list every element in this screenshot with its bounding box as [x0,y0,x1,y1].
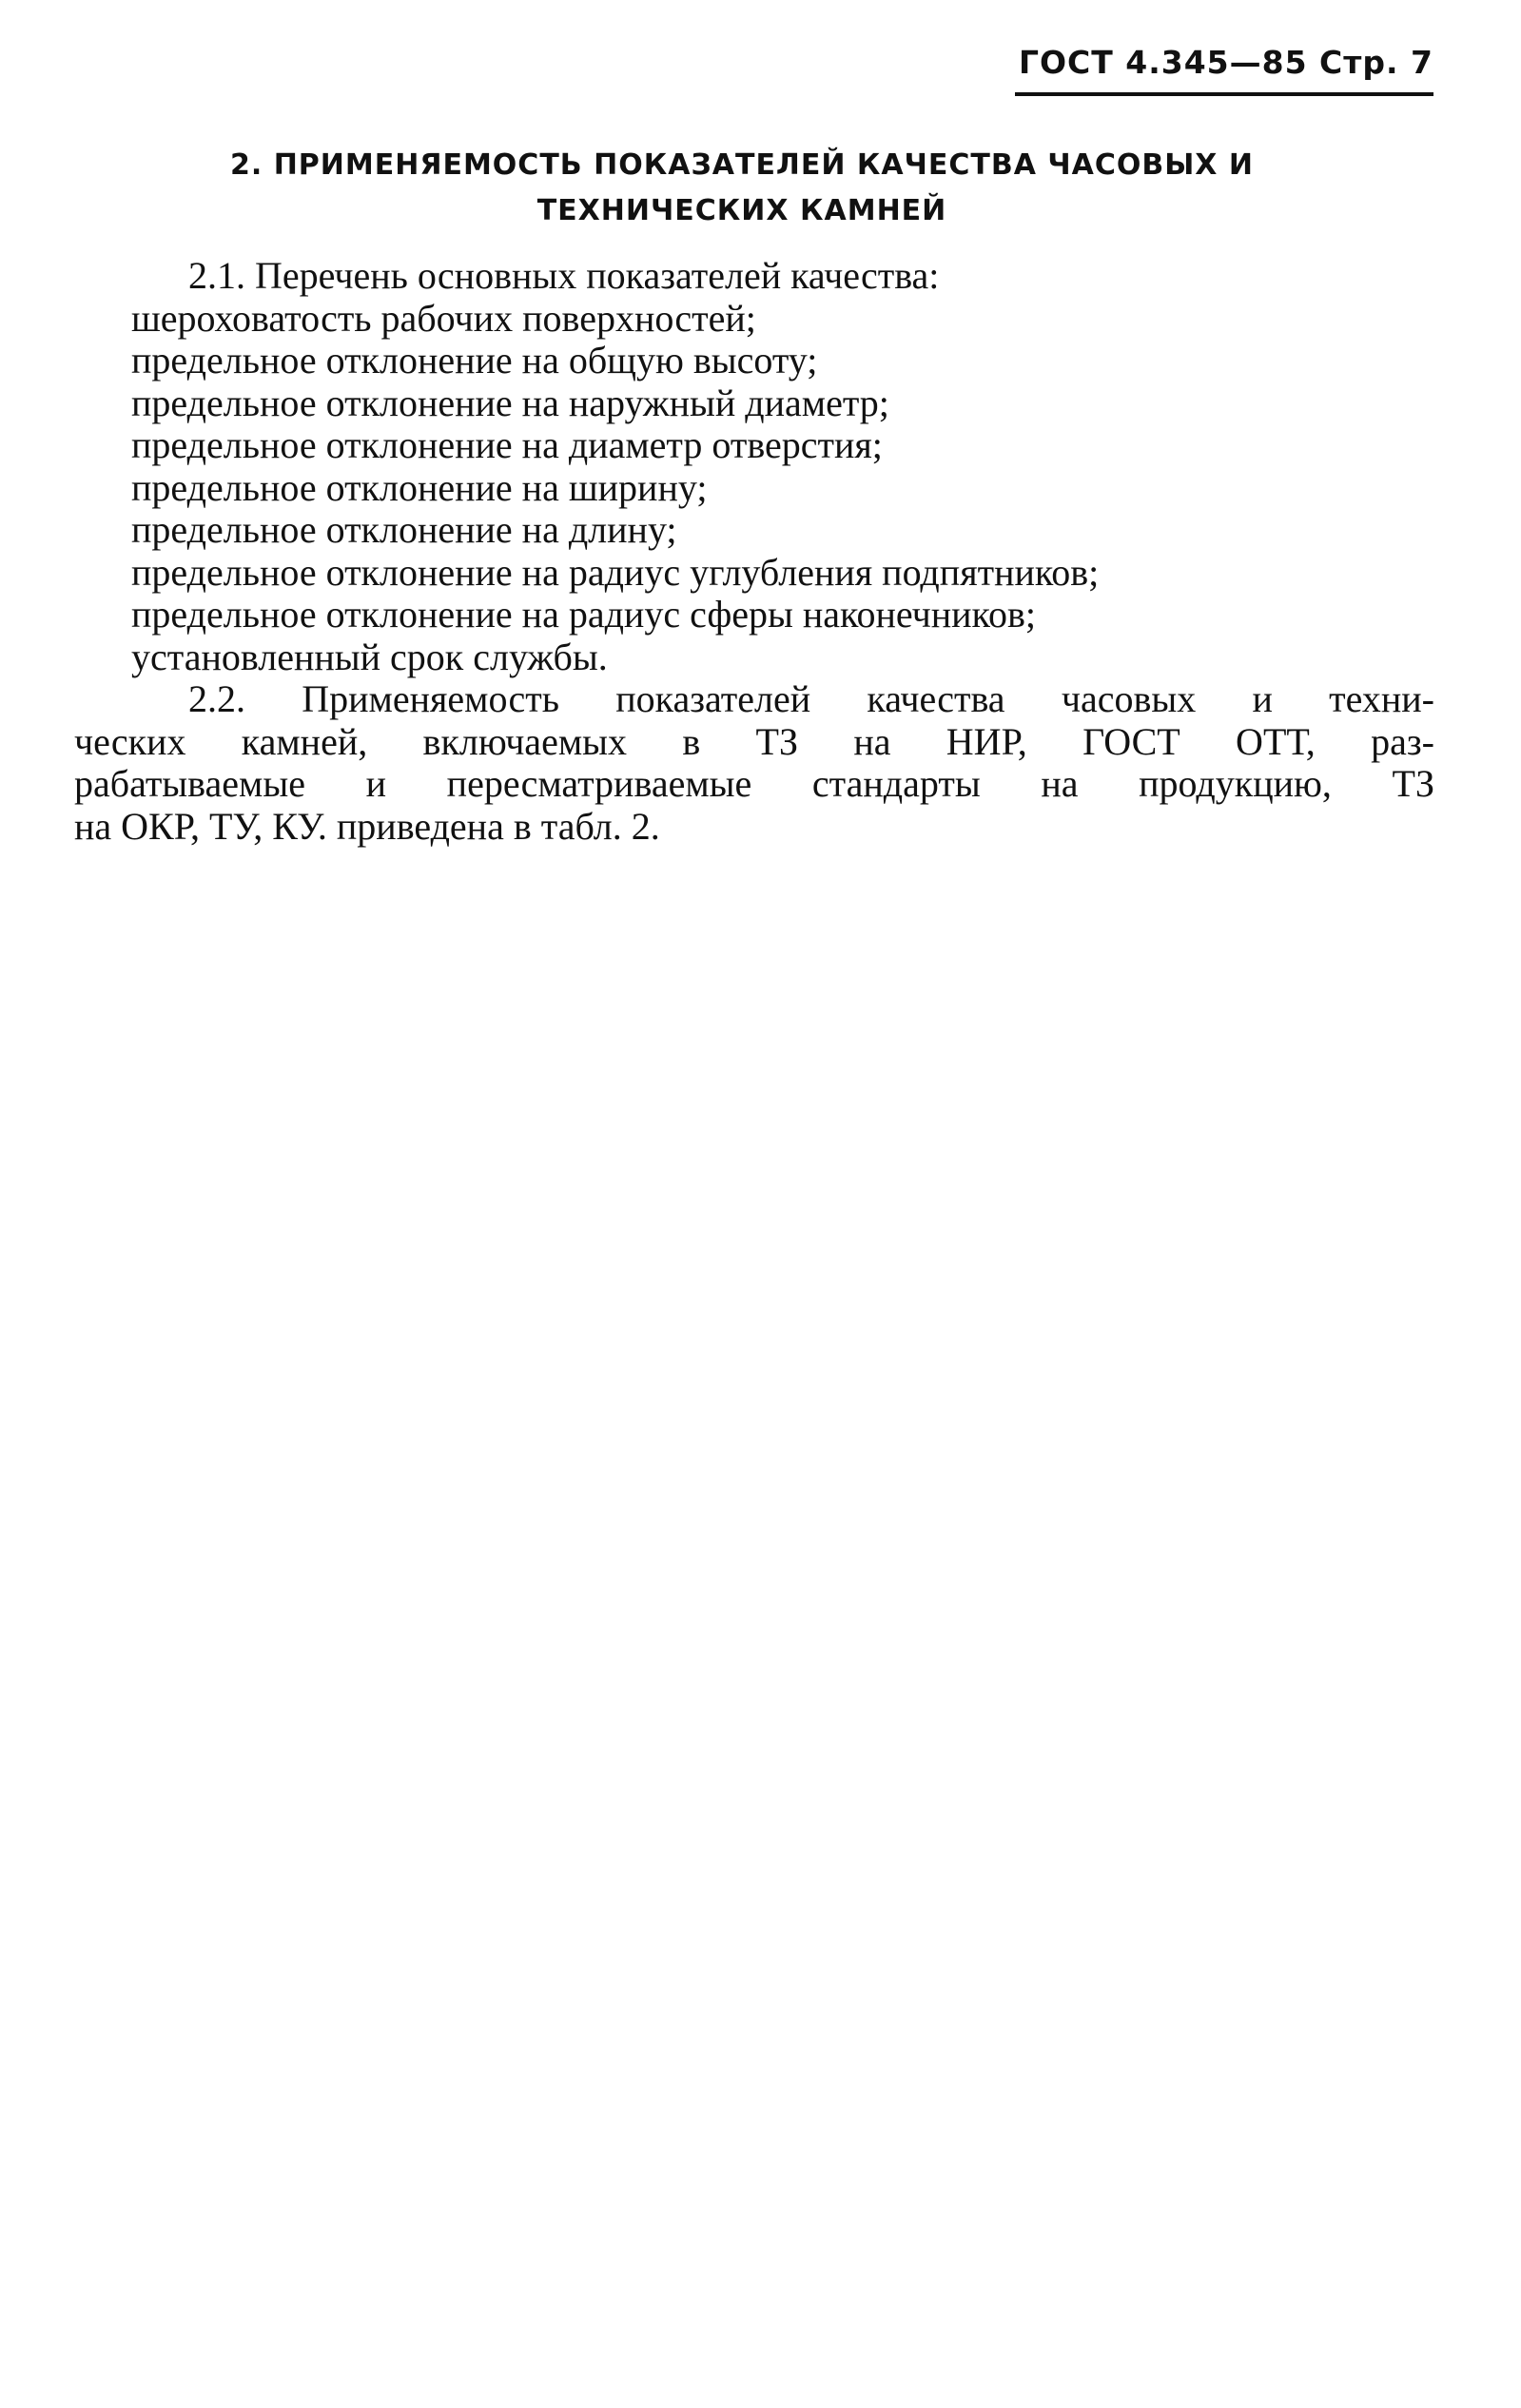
list-item: предельное отклонение на ширину; [131,465,708,509]
list-item: предельное отклонение на наружный диаметр; [131,381,889,424]
section-title-line-2: ТЕХНИЧЕСКИХ КАМНЕЙ [536,194,947,227]
running-header: ГОСТ 4.345—85 Стр. 7 [1015,44,1433,96]
list-item: предельное отклонение на длину; [131,508,677,551]
list-item: установленный срок службы. [131,635,608,678]
clause-2-2-line-1: 2.2. Применяемость показателей качества часовых и техни- [188,677,1434,720]
clause-2-2-line-4: на ОКР, ТУ, КУ. приведена в табл. 2. [74,804,660,848]
clause-2-2-line-2: ческих камней, включаемых в ТЗ на НИР, ГОСТ ОТТ, раз- [74,719,1434,763]
clause-2-1-intro: 2.1. Перечень основных показателей качества: [188,254,940,297]
list-item: предельное отклонение на радиус сферы наконечников; [131,593,1036,636]
list-item: предельное отклонение на общую высоту; [131,339,818,382]
list-item: предельное отклонение на радиус углубления подпятников; [131,550,1100,594]
clause-2-2-line-3: рабатываемые и пересматриваемые стандарты на продукцию, ТЗ [74,762,1434,805]
list-item: шероховатость рабочих поверхностей; [131,296,756,340]
list-item: предельное отклонение на диаметр отверстия; [131,423,883,466]
clause-2-2 [74,677,1434,848]
body-text [74,254,1434,848]
section-title [190,143,1294,234]
section-title-line-1: 2. ПРИМЕНЯЕМОСТЬ ПОКАЗАТЕЛЕЙ КАЧЕСТВА ЧАСОВЫХ И [229,148,1254,182]
